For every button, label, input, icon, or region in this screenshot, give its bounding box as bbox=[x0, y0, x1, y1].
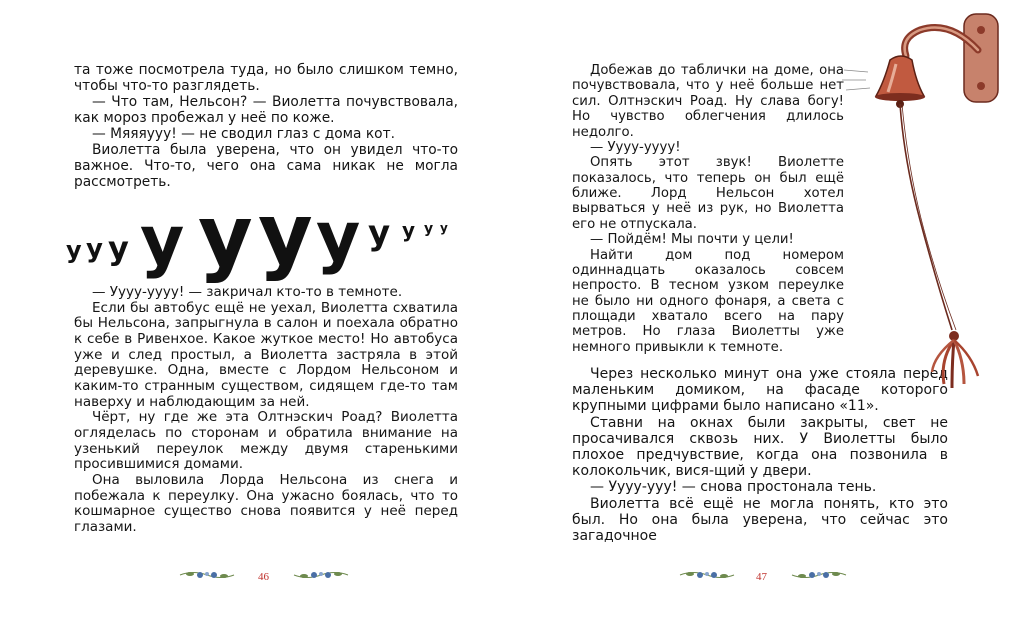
page-number: 47 bbox=[756, 571, 767, 583]
howl-letter: у bbox=[86, 234, 103, 264]
howl-letter: у bbox=[108, 229, 129, 267]
howl-letter: у bbox=[368, 213, 391, 253]
paragraph: Если бы автобус ещё не уехал, Виолетта схватила бы Нельсона, запрыгнула в салон и поехала обратно к себе в Ривенхое. Какое жуткое место! Но автобуса уже и след простыл, а Виолетта застряла в этой деревушке. Одна, вместе с Лордом Нельсоном и каким-то странным существом, сидящем где-то там наверху и наблюдающим за ней. bbox=[74, 299, 458, 410]
paragraph: Опять этот звук! Виолетте показалось, что теперь он был ещё ближе. Лорд Нельсон хотел вырваться у неё из рук, но Виолетта его не отпускала. bbox=[572, 155, 844, 232]
howl-letter: у bbox=[258, 185, 313, 283]
paragraph: Через несколько минут она уже стояла перед маленьким домиком, на фасаде которого крупными цифрами было написано «11». bbox=[572, 366, 948, 415]
howl-letter: у bbox=[198, 187, 253, 285]
floral-ornament-icon bbox=[292, 568, 350, 582]
paragraph: — Уууу-уууу! bbox=[590, 139, 681, 155]
page-number: 46 bbox=[258, 571, 269, 583]
paragraph: Чёрт, ну где же эта Олтнэскич Роад? Виолетта огляделась по сторонам и обратила внимание на узенький переулок между двумя старенькими просившимися домами. bbox=[74, 409, 458, 473]
howl-letter: у bbox=[66, 236, 82, 264]
paragraph: — Что там, Нельсон? — Виолетта почувствовала, как мороз пробежал у неё по коже. bbox=[74, 93, 458, 126]
paragraph: Ставни на окнах были закрыты, свет не просачивался сквозь них. У Виолетты было плохое предчувствие, когда она позвонила в колокольчик, вися-щий у двери. bbox=[572, 414, 948, 480]
howl-letter: у bbox=[440, 221, 448, 235]
howl-letter: у bbox=[316, 198, 361, 277]
door-bell-illustration bbox=[840, 0, 1024, 400]
floral-ornament-icon bbox=[178, 568, 236, 582]
right-text-narrow bbox=[572, 63, 844, 355]
floral-ornament-icon bbox=[790, 568, 848, 582]
left-text-bottom bbox=[74, 285, 458, 536]
paragraph: Виолетта всё ещё не могла понять, кто это был. Но она была уверена, что сейчас это загадочное bbox=[572, 495, 948, 545]
howl-letter: у bbox=[424, 221, 434, 237]
paragraph: та тоже посмотрела туда, но было слишком темно, чтобы что-то разглядеть. bbox=[74, 62, 458, 94]
left-text-top bbox=[74, 63, 458, 191]
paragraph: Добежав до таблички на доме, она почувствовала, что у неё больше нет сил. Олтнэскич Роад. Ну слава богу! Но чувство облегчения длилось недолго. bbox=[572, 63, 844, 140]
paragraph: — Уууу-ууу! — снова простонала тень. bbox=[590, 479, 877, 496]
paragraph: — Пойдём! Мы почти у цели! bbox=[590, 232, 794, 248]
paragraph: — Уууу-уууу! — закричал кто-то в темноте. bbox=[92, 284, 403, 300]
paragraph: Виолетта была уверена, что он увидел что-то важное. Что-то, чего она сама никак не могла рассмотреть. bbox=[74, 141, 458, 190]
paragraph: Найти дом под номером одиннадцать оказалось совсем непросто. В тесном узком переулке не было ни одного фонаря, а света с площади хватало всего на пару метров. Но глаза Виолетты уже немного привыкли к темноте. bbox=[572, 247, 844, 355]
floral-ornament-icon bbox=[678, 568, 736, 582]
howl-letter: у bbox=[402, 218, 416, 242]
paragraph: Она выловила Лорда Нельсона из снега и побежала к переулку. Она ужасно боялась, что то кошмарное существо снова появится у неё перед глазами. bbox=[74, 471, 458, 535]
howl-letter: у bbox=[140, 202, 185, 281]
howl-lettering bbox=[66, 185, 466, 285]
paragraph: — Мяяяууу! — не сводил глаз с дома кот. bbox=[92, 125, 395, 142]
